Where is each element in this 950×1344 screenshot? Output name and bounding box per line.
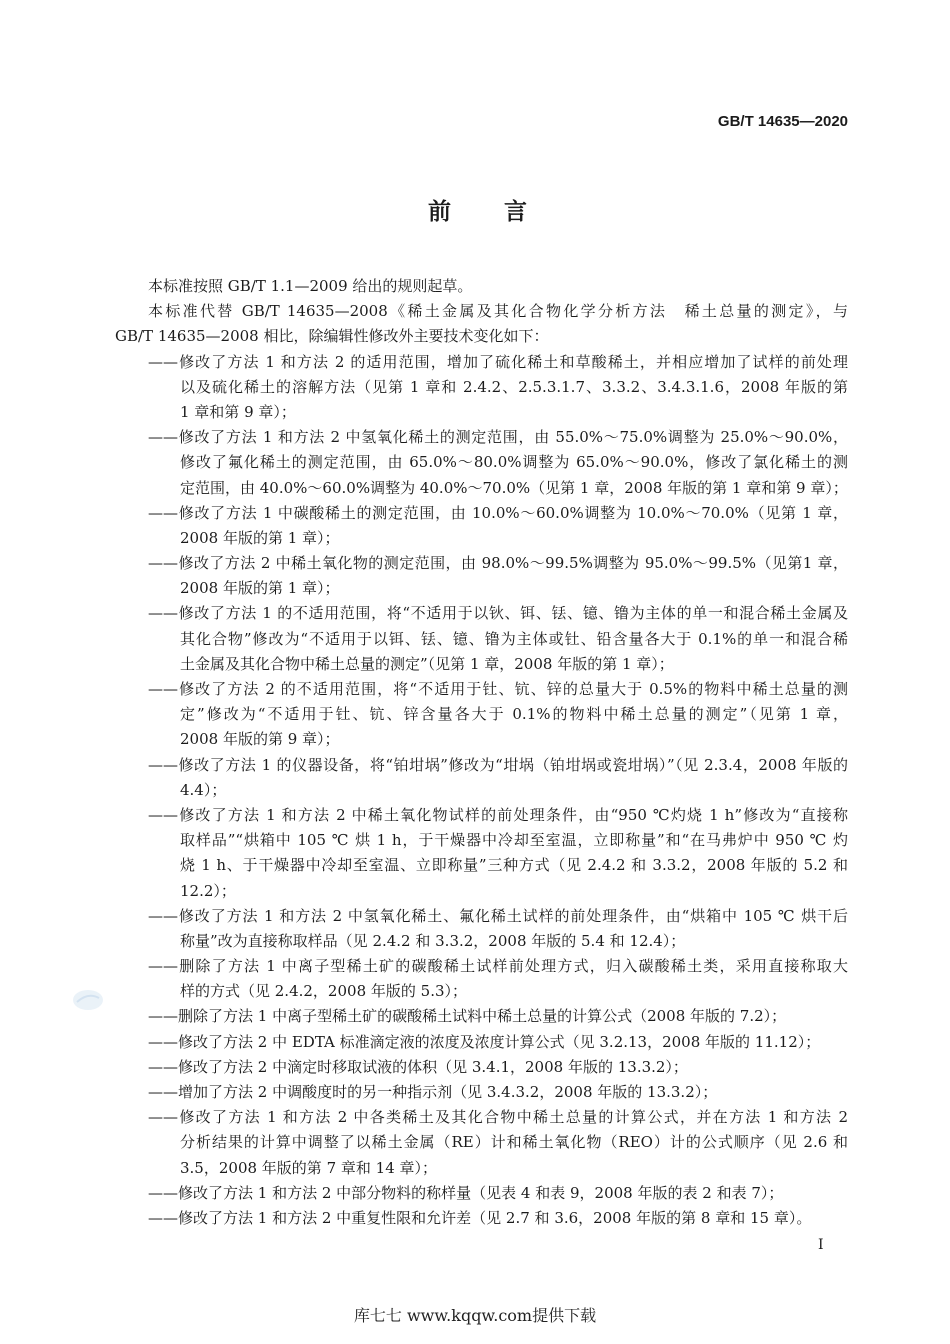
text-line: 2008 年版的第 1 章）； xyxy=(180,579,340,598)
text-line: 3.5，2008 年版的第 7 章和 14 章）； xyxy=(180,1158,438,1177)
sac-logo-watermark xyxy=(72,988,104,1012)
text-line: ——修改了方法 1 中碳酸稀土的测定范围，由 10.0%～60.0%调整为 10.0%～70.0%（见第 1 章， xyxy=(148,503,848,522)
change-item xyxy=(0,904,950,954)
text-line: ——修改了方法 1 和方法 2 中部分物料的称样量（见表 4 和表 9，2008 年版的表 2 和表 7）； xyxy=(148,1183,784,1202)
text-line: 取样品”“烘箱中 105 ℃ 烘 1 h，于干燥器中冷却至室温，立即称量”和“在马弗炉中 950 ℃ 灼 xyxy=(180,831,848,850)
text-line: 1 章和第 9 章）； xyxy=(180,402,296,421)
text-line: ——增加了方法 2 中调酸度时的另一种指示剂（见 3.4.3.2，2008 年版的 13.3.2）； xyxy=(148,1083,718,1101)
text-line: ——修改了方法 2 中稀土氧化物的测定范围，由 98.0%～99.5%调整为 95.0%～99.5%（见第1 章， xyxy=(148,554,848,573)
text-line: ——修改了方法 1 的不适用范围，将“不适用于以钬、铒、铥、镱、镥为主体的单一和混合稀土金属及 xyxy=(148,604,848,623)
paragraph xyxy=(0,274,950,299)
standard-number: GB/T 14635—2020 xyxy=(717,113,848,130)
change-item xyxy=(0,350,950,426)
text-line: 土金属及其化合物中稀土总量的测定”（见第 1 章，2008 年版的第 1 章）； xyxy=(180,654,674,673)
text-line: ——删除了方法 1 中离子型稀土矿的碳酸稀土试样前处理方式，归入碳酸稀土类，采用直接称取大 xyxy=(148,957,848,976)
text-line: 2008 年版的第 9 章）； xyxy=(180,730,340,749)
change-item xyxy=(0,1004,950,1029)
change-item xyxy=(0,425,950,501)
change-item xyxy=(0,1080,950,1105)
text-line: 样的方式（见 2.4.2，2008 年版的 5.3）； xyxy=(180,982,468,1001)
text-line: 烧 1 h、于干燥器中冷却至室温、立即称量”三种方式（见 2.4.2 和 3.3.2，2008 年版的 5.2 和 xyxy=(180,856,848,875)
text-line: 定”修改为“不适用于钍、钪、锌含量各大于 0.1%的物料中稀土总量的测定”（见第 1 章， xyxy=(180,705,848,724)
text-line: ——修改了方法 2 中 EDTA 标准滴定液的浓度及浓度计算公式（见 3.2.13，2008 年版的 11.12）； xyxy=(148,1032,821,1051)
change-item xyxy=(0,551,950,601)
change-item xyxy=(0,1105,950,1181)
text-line: 分析结果的计算中调整了以稀土金属（RE）计和稀土氧化物（REO）计的公式顺序（见 2.6 和 xyxy=(180,1133,848,1152)
change-item xyxy=(0,753,950,803)
text-line: ——修改了方法 1 的仪器设备，将“铂坩埚”修改为“坩埚（铂坩埚或瓷坩埚）”（见 2.3.4，2008 年版的 xyxy=(148,755,848,774)
text-line: GB/T 14635—2008 相比，除编辑性修改外主要技术变化如下： xyxy=(115,327,549,346)
text-line: ——修改了方法 1 和方法 2 中稀土氧化物试样的前处理条件，由“950 ℃灼烧 1 h”修改为“直接称 xyxy=(148,805,848,824)
text-line: ——修改了方法 1 和方法 2 中重复性限和允许差（见 2.7 和 3.6，2008 年版的第 8 章和 15 章）。 xyxy=(148,1208,812,1227)
text-line: ——修改了方法 1 和方法 2 中氢氧化稀土、氟化稀土试样的前处理条件，由“烘箱中 105 ℃ 烘干后 xyxy=(148,906,848,925)
page-title: 前 言 xyxy=(428,199,542,225)
change-item xyxy=(0,1030,950,1055)
paragraph xyxy=(0,299,950,349)
text-line: 定范围，由 40.0%～60.0%调整为 40.0%～70.0%（见第 1 章，2008 年版的第 1 章和第 9 章）； xyxy=(180,478,848,497)
text-line: 修改了氟化稀土的测定范围，由 65.0%～80.0%调整为 65.0%～90.0%，修改了氯化稀土的测 xyxy=(180,453,848,472)
text-line: 本标准按照 GB/T 1.1—2009 给出的规则起草。 xyxy=(148,277,473,295)
change-item xyxy=(0,803,950,904)
text-line: 12.2）； xyxy=(180,881,236,900)
change-item xyxy=(0,677,950,753)
text-line: ——修改了方法 2 的不适用范围，将“不适用于钍、钪、锌的总量大于 0.5%的物料中稀土总量的测 xyxy=(148,680,848,698)
text-line: 以及硫化稀土的溶解方法（见第 1 章和 2.4.2、2.5.3.1.7、3.3.2、3.4.3.1.6，2008 年版的第 xyxy=(180,377,848,396)
text-line: 其化合物”修改为“不适用于以铒、铥、镱、镥为主体或钍、铅含量各大于 0.1%的单一和混合稀 xyxy=(180,629,848,648)
change-item xyxy=(0,601,950,677)
change-item xyxy=(0,501,950,551)
text-line: ——删除了方法 1 中离子型稀土矿的碳酸稀土试料中稀土总量的计算公式（2008 年版的 7.2）； xyxy=(148,1007,787,1026)
change-item xyxy=(0,1181,950,1206)
text-line: ——修改了方法 2 中滴定时移取试液的体积（见 3.4.1，2008 年版的 13.3.2）； xyxy=(148,1057,688,1076)
change-item xyxy=(0,1055,950,1080)
foreword-body xyxy=(0,274,950,1231)
download-source-footer: 库七七 www.kqqw.com提供下载 xyxy=(353,1306,597,1325)
page-number: I xyxy=(818,1237,824,1253)
text-line: 2008 年版的第 1 章）； xyxy=(180,528,340,547)
change-item xyxy=(0,1206,950,1231)
text-line: ——修改了方法 1 和方法 2 中氢氧化稀土的测定范围，由 55.0%～75.0%调整为 25.0%～90.0%， xyxy=(148,428,848,447)
change-item xyxy=(0,954,950,1004)
text-line: ——修改了方法 1 和方法 2 的适用范围，增加了硫化稀土和草酸稀土，并相应增加了试样的前处理 xyxy=(148,352,848,371)
text-line: ——修改了方法 1 和方法 2 中各类稀土及其化合物中稀土总量的计算公式，并在方法 1 和方法 2 xyxy=(148,1108,848,1127)
text-line: 称量”改为直接称取样品（见 2.4.2 和 3.3.2，2008 年版的 5.4 和 12.4）； xyxy=(180,931,686,950)
text-line: 4.4）； xyxy=(180,780,227,799)
text-line: 本标准代替 GB/T 14635—2008《稀土金属及其化合物化学分析方法 稀土总量的测定》，与 xyxy=(148,302,848,321)
